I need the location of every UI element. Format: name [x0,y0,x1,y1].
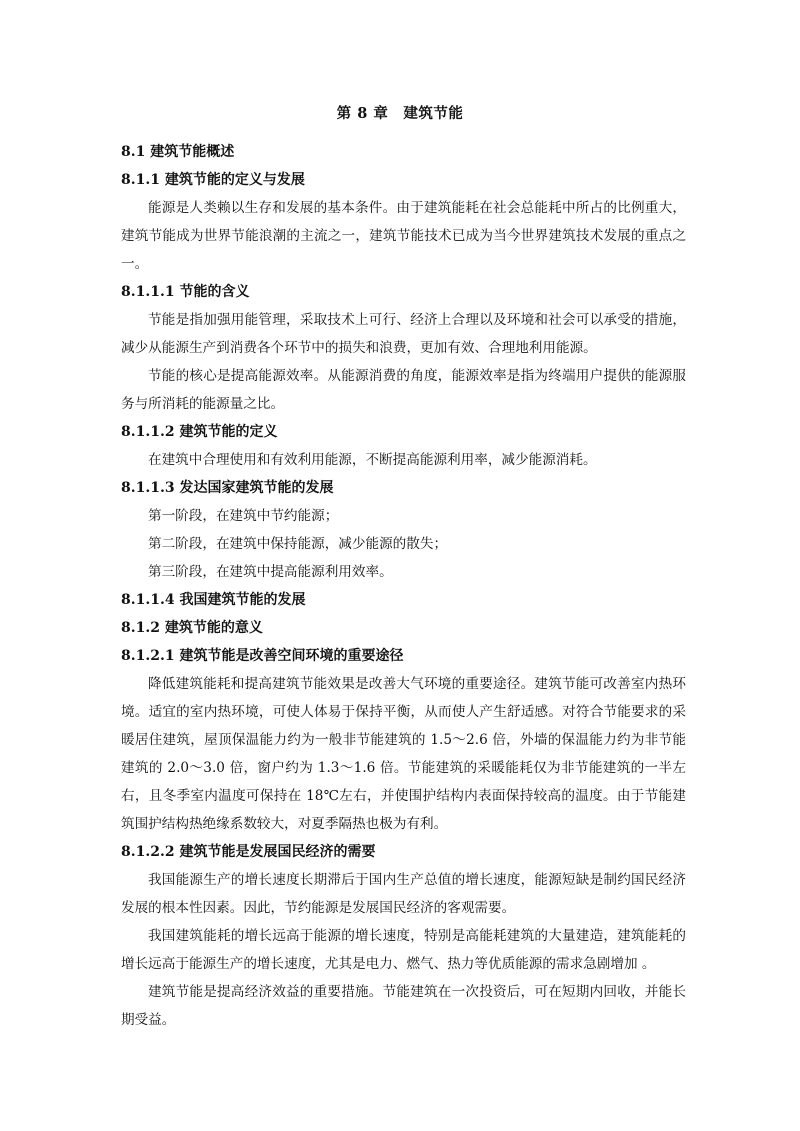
paragraph: 节能的核心是提高能源效率。从能源消费的角度，能源效率是指为终端用户提供的能源服务与所消耗的能源量之比。 [121,368,686,412]
subsubsection-heading: 8.1.2.1 建筑节能是改善空间环境的重要途径 [121,648,404,664]
subsection-heading: 8.1.1 建筑节能的定义与发展 [121,172,305,188]
subsubsection-heading: 8.1.1.1 节能的含义 [121,284,250,300]
subsubsection-heading: 8.1.1.3 发达国家建筑节能的发展 [121,480,334,496]
paragraph: 我国能源生产的增长速度长期滞后于国内生产总值的增长速度，能源短缺是制约国民经济发展的根本性因素。因此，节约能源是发展国民经济的客观需要。 [121,872,686,916]
paragraph: 我国建筑能耗的增长远高于能源的增长速度，特别是高能耗建筑的大量建造，建筑能耗的增长远高于能源生产的增长速度，尤其是电力、燃气、热力等优质能源的需求急剧增加 。 [121,928,686,972]
subsection-heading: 8.1.2 建筑节能的意义 [121,620,263,636]
paragraph: 节能是指加强用能管理，采取技术上可行、经济上合理以及环境和社会可以承受的措施，减少从能源生产到消费各个环节中的损失和浪费，更加有效、合理地利用能源。 [121,312,686,356]
paragraph: 建筑节能是提高经济效益的重要措施。节能建筑在一次投资后，可在短期内回收，并能长期受益。 [121,984,686,1028]
subsubsection-heading: 8.1.2.2 建筑节能是发展国民经济的需要 [121,844,376,860]
subsubsection-heading: 8.1.1.2 建筑节能的定义 [121,424,278,440]
section-heading: 8.1 建筑节能概述 [121,144,235,160]
chapter-title: 第 8 章 建筑节能 [336,105,464,122]
paragraph: 在建筑中合理使用和有效利用能源，不断提高能源利用率，减少能源消耗。 [148,452,597,468]
subsubsection-heading: 8.1.1.4 我国建筑节能的发展 [121,592,306,608]
list-item: 第二阶段，在建筑中保持能源，减少能源的散失； [148,536,448,552]
list-item: 第三阶段，在建筑中提高能源利用效率。 [148,564,393,580]
paragraph: 降低建筑能耗和提高建筑节能效果是改善大气环境的重要途径。建筑节能可改善室内热环境。适宜的室内热环境，可使人体易于保持平衡，从而使人产生舒适感。对符合节能要求的采暖居住建筑，屋顶保温能力约为一般非节能建筑的 1.5～2.6 倍，外墙的保温能力约为非节能建筑的 2.0～3.0 倍，窗户约为 1.3～1.6 倍。节能建筑的采暖能耗仅为非节能建筑的一半左右，且冬季室内温度可保持在 18℃左右，并使围护结构内表面保持较高的温度。由于节能建筑围护结构热绝缘系数较大，对夏季隔热也极为有利。 [121,676,686,832]
document-body [121,138,686,1034]
list-item: 第一阶段，在建筑中节约能源； [148,508,339,524]
paragraph: 能源是人类赖以生存和发展的基本条件。由于建筑能耗在社会总能耗中所占的比例重大，建筑节能成为世界节能浪潮的主流之一，建筑节能技术已成为当今世界建筑技术发展的重点之一。 [121,200,686,272]
